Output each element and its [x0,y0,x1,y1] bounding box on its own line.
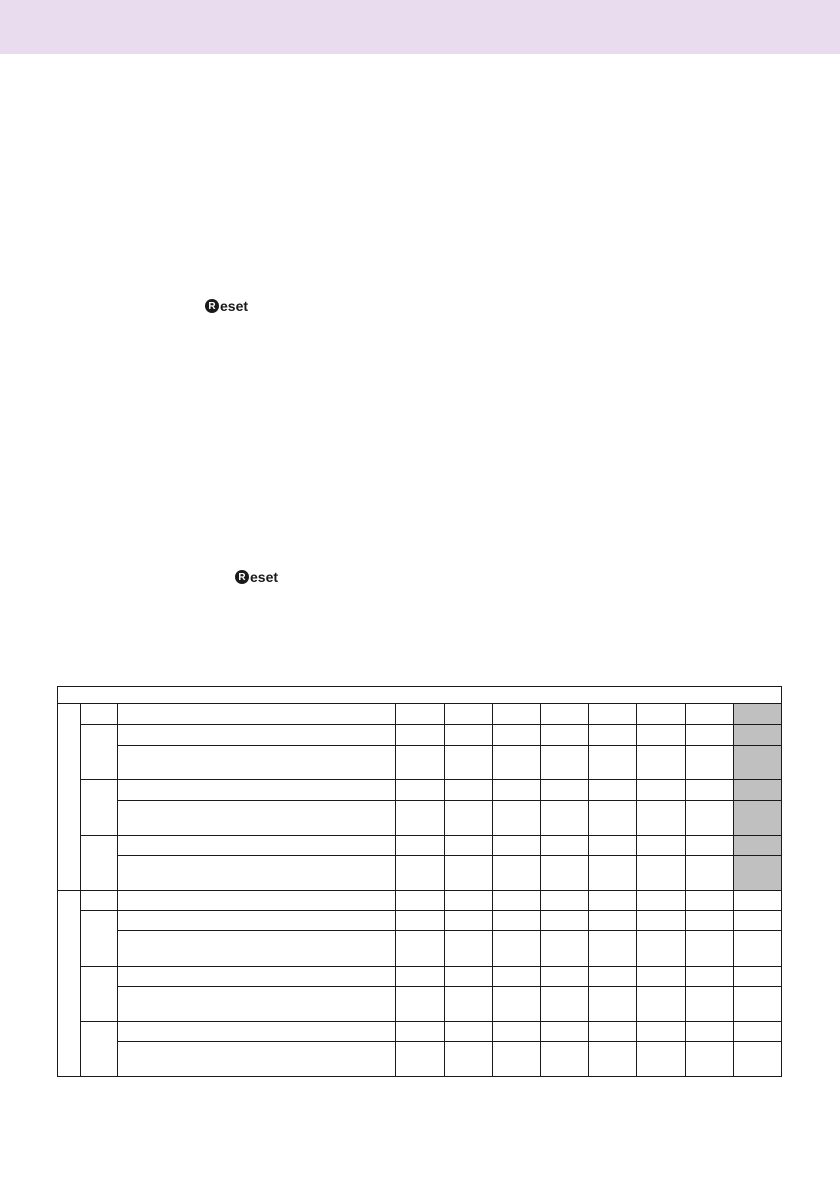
reset-label [205,298,248,314]
reset-r-icon: R [205,299,219,313]
reset-label [235,569,278,585]
header-band [0,0,840,54]
shaded-column-cells [733,703,781,890]
settings-table-grid [57,686,782,1077]
reset-r-icon: R [235,570,249,584]
reset-text: eset [250,569,279,585]
reset-text: eset [220,298,249,314]
settings-table [57,686,782,1077]
